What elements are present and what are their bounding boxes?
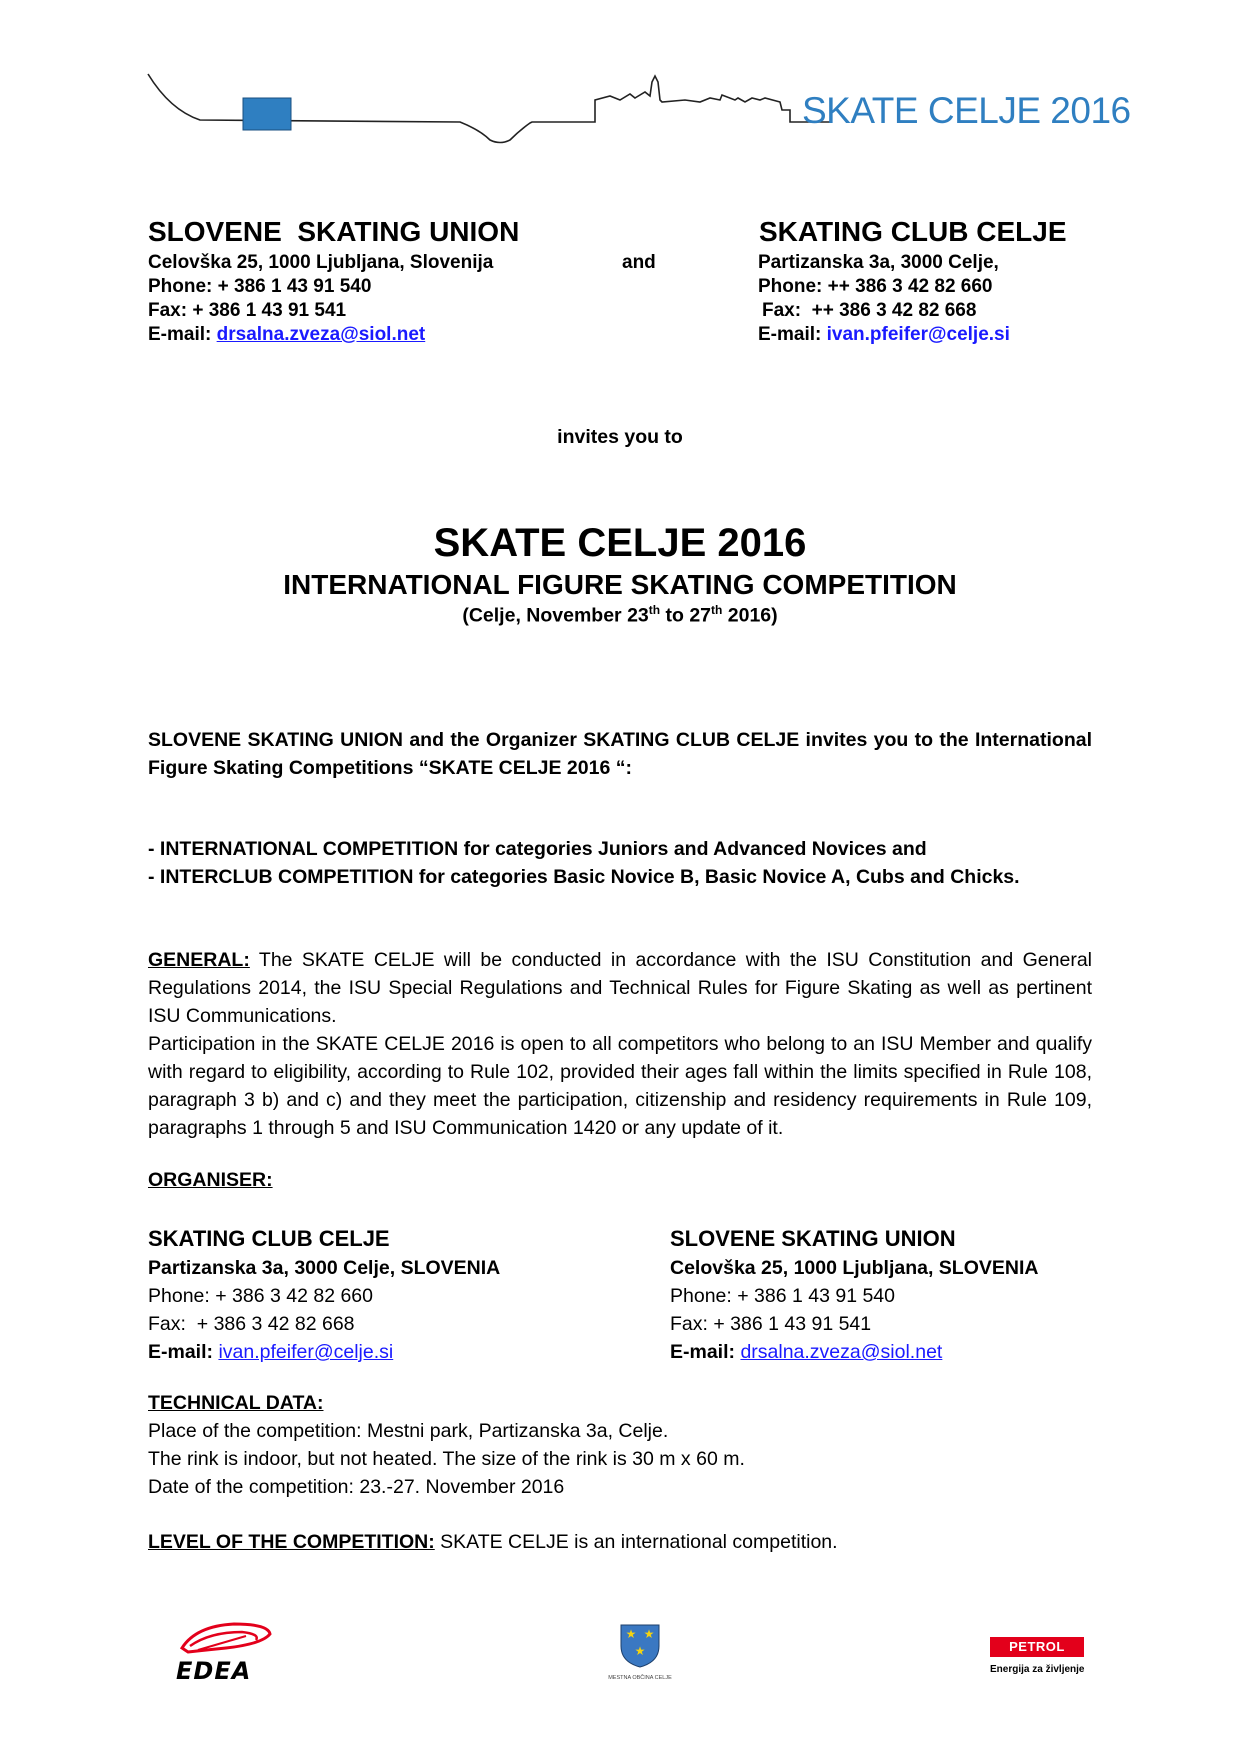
blue-square-icon bbox=[243, 98, 291, 130]
org-phone: Phone: + 386 3 42 82 660 bbox=[148, 1285, 373, 1307]
technical-line: Place of the competition: Mestni park, Partizanska 3a, Celje. bbox=[148, 1420, 669, 1442]
organiser-heading: ORGANISER: bbox=[148, 1169, 273, 1191]
org-address: Celovška 25, 1000 Ljubljana, SLOVENIA bbox=[670, 1257, 1039, 1279]
email-label: E-mail: bbox=[670, 1341, 736, 1363]
org-email-line bbox=[670, 1338, 1038, 1366]
dates-prefix: (Celje, November 23 bbox=[462, 604, 649, 627]
page-subtitle: INTERNATIONAL FIGURE SKATING COMPETITION bbox=[283, 569, 957, 600]
general-paragraph bbox=[148, 946, 1092, 1030]
org-email-line bbox=[148, 1338, 500, 1366]
level-label: LEVEL OF THE COMPETITION: bbox=[148, 1531, 435, 1553]
coat-of-arms-icon bbox=[618, 1622, 662, 1668]
edea-logo bbox=[176, 1618, 276, 1685]
header-right-address: Partizanska 3a, 3000 Celje, bbox=[758, 252, 999, 273]
header-left-name: SLOVENE SKATING UNION bbox=[148, 216, 520, 247]
header-left-fax: Fax: + 386 1 43 91 541 bbox=[148, 300, 347, 321]
dates-middle: to 27 bbox=[660, 604, 712, 627]
header-left-address: Celovška 25, 1000 Ljubljana, Slovenija bbox=[148, 252, 494, 273]
org-name: SKATING CLUB CELJE bbox=[148, 1226, 390, 1251]
org-phone: Phone: + 386 1 43 91 540 bbox=[670, 1285, 895, 1307]
email-label: E-mail: bbox=[758, 324, 827, 345]
header-right-phone: Phone: ++ 386 3 42 82 660 bbox=[758, 276, 993, 297]
svg-text:★: ★ bbox=[634, 1644, 646, 1658]
organiser-left bbox=[148, 1224, 500, 1366]
invites-text: invites you to bbox=[557, 426, 683, 448]
edea-text: EDEA bbox=[176, 1657, 252, 1685]
dates-sup1: th bbox=[648, 603, 661, 617]
email-link[interactable]: drsalna.zveza@siol.net bbox=[216, 324, 426, 345]
celje-coat-of-arms bbox=[600, 1622, 680, 1692]
email-link[interactable]: ivan.pfeifer@celje.si bbox=[826, 324, 1010, 345]
competition-item: - INTERNATIONAL COMPETITION for categories Juniors and Advanced Novices and bbox=[148, 838, 927, 860]
email-link[interactable]: drsalna.zveza@siol.net bbox=[740, 1341, 943, 1363]
technical-heading: TECHNICAL DATA: bbox=[148, 1392, 324, 1414]
email-label: E-mail: bbox=[148, 324, 217, 345]
org-address: Partizanska 3a, 3000 Celje, SLOVENIA bbox=[148, 1257, 501, 1279]
technical-section bbox=[148, 1389, 745, 1501]
header-right-fax: Fax: ++ 386 3 42 82 668 bbox=[762, 300, 977, 321]
competition-dates bbox=[0, 603, 1240, 628]
edea-swoosh-icon bbox=[176, 1618, 276, 1658]
petrol-tagline: Energija za življenje bbox=[990, 1664, 1085, 1675]
level-text: SKATE CELJE is an international competition. bbox=[434, 1531, 838, 1553]
petrol-badge: PETROL bbox=[990, 1637, 1084, 1657]
header-right-email-line bbox=[758, 323, 1010, 347]
competition-item: - INTERCLUB COMPETITION for categories Basic Novice B, Basic Novice A, Cubs and Chicks. bbox=[148, 866, 1020, 888]
svg-text:★: ★ bbox=[625, 1627, 637, 1641]
dates-sup2: th bbox=[711, 603, 723, 617]
svg-text:★: ★ bbox=[643, 1627, 655, 1641]
page-title: SKATE CELJE 2016 bbox=[433, 521, 807, 565]
org-fax: Fax: + 386 1 43 91 541 bbox=[670, 1313, 872, 1335]
city-text: MESTNA OBČINA CELJE bbox=[608, 1675, 672, 1681]
participation-paragraph: Participation in the SKATE CELJE 2016 is open to all competitors who belong to an ISU Member and qualify with regard to eligibility, according to Rule 102, provided their ages fall within the limits specified in Rule 108, paragraph 3 b) and c) and they meet the participation, citizenship and residency requirements in Rule 109, paragraphs 1 through 5 and ISU Communication 1420 or any update of it. bbox=[148, 1033, 1092, 1139]
organiser-right bbox=[670, 1224, 1038, 1366]
org-name: SLOVENE SKATING UNION bbox=[670, 1226, 956, 1251]
header-left-email-line bbox=[148, 323, 425, 347]
dates-suffix: 2016) bbox=[722, 604, 778, 627]
technical-line: Date of the competition: 23.-27. November 2016 bbox=[148, 1476, 565, 1498]
email-link[interactable]: ivan.pfeifer@celje.si bbox=[218, 1341, 394, 1363]
header-and: and bbox=[622, 252, 656, 273]
general-text: The SKATE CELJE will be conducted in accordance with the ISU Constitution and General Regulations 2014, the ISU Special Regulations and Technical Rules for Figure Skating as well as pertinent ISU Communications. bbox=[148, 949, 1092, 1027]
level-paragraph bbox=[148, 1528, 838, 1556]
logo-title: SKATE CELJE 2016 bbox=[802, 90, 1131, 131]
technical-line: The rink is indoor, but not heated. The size of the rink is 30 m x 60 m. bbox=[148, 1448, 745, 1470]
header-right-name: SKATING CLUB CELJE bbox=[759, 216, 1067, 247]
header-left-phone: Phone: + 386 1 43 91 540 bbox=[148, 276, 372, 297]
general-label: GENERAL: bbox=[148, 949, 250, 971]
petrol-logo bbox=[990, 1637, 1090, 1675]
org-fax: Fax: + 386 3 42 82 668 bbox=[148, 1313, 355, 1335]
email-label: E-mail: bbox=[148, 1341, 214, 1363]
intro-paragraph: SLOVENE SKATING UNION and the Organizer SKATING CLUB CELJE invites you to the International Figure Skating Competitions “SKATE CELJE 2016 “: bbox=[148, 729, 1092, 779]
